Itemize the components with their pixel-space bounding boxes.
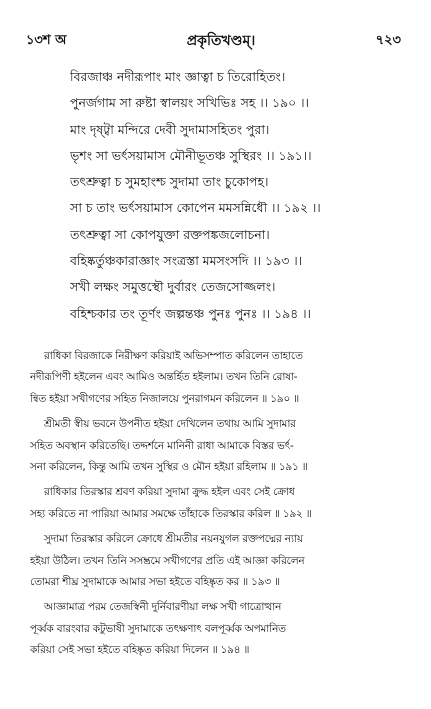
verse-line: বহিশ্চকার তং তূর্ণং জল্পন্তঞ্চ পুনঃ পুনঃ ।। ১৯৪ ।। [70, 305, 311, 321]
verse-line: বিরজাঞ্চ নদীরূপাং মাং জ্ঞাত্বা চ তিরোহিতং। [70, 69, 286, 84]
chapter-number: ১৩শ অ [26, 32, 67, 48]
commentary-line: সনা করিলেন, কিন্তু আমি তখন সুস্থির ও মৌন হইয়া রহিলাম ॥ ১৯১ ॥ [30, 460, 308, 473]
commentary-line: তোমরা শীঘ্র সুদামাকে আমার সভা হইতে বহিষ্কৃত কর ॥ ১৯৩ ॥ [30, 575, 280, 588]
commentary-paragraph [30, 482, 401, 525]
verse-line: তৎশ্রুত্বা সা কোপযুক্তা রক্তপঙ্কজলোচনা। [70, 226, 270, 242]
commentary-line: শ্রীমতী স্বীয় ভবনে উপনীত হইয়া দেখিলেন তথায় আমি সুদামার [44, 418, 296, 431]
commentary-paragraph [30, 414, 401, 478]
verse-line: পুনর্জগাম সা রুষ্টা স্বালয়ং সখিভিঃ সহ ।। ১৯০ ।। [70, 95, 309, 111]
section-title: প্রকৃতিখণ্ডম্। [186, 33, 256, 49]
verse-line: সখী লক্ষং সমুত্তস্থৌ দুর্বারং তেজসোজ্জলং। [70, 279, 276, 295]
commentary-line: রাধিকার তিরস্কার শ্রবণ করিয়া সুদামা ক্রুদ্ধ হইল এবং সেই ক্রোধ [44, 486, 295, 499]
commentary-line: সুদামা তিরস্কার করিলে ক্রোধে শ্রীমতীর নয়নযুগল রক্তপদ্মের ন্যায় [44, 533, 303, 546]
verse-line: বহিষ্কর্তুঞ্চকারাজ্ঞাং সংত্রস্তা মমসংসদি ।। ১৯৩ ।। [70, 253, 302, 269]
verse-line: তৎশ্রুত্বা চ সুমহাংশ্চ সুদামা তাং চুকোপহ। [70, 174, 269, 190]
sanskrit-verses [70, 64, 403, 327]
commentary-line: করিয়া সেই সভা হইতে বহিষ্কৃত করিয়া দিলেন ॥ ১৯৪ ॥ [30, 644, 250, 657]
page-number: ৭২৩ [375, 32, 401, 48]
commentary-line: পূর্ব্বক বারংবার কটুভাষী সুদামাকে তৎক্ষণাৎ বলপূর্ব্বক অপমানিত [30, 622, 286, 635]
commentary-paragraph [30, 597, 401, 661]
commentary-line: আজ্ঞামাত্র পরম তেজস্বিনী দুর্নিবারণীয়া লক্ষ সখী গাত্রোত্থান [44, 601, 282, 614]
page-header [26, 30, 401, 52]
commentary-line: সহ্য করিতে না পারিয়া আমার সমক্ষে তাঁহাকে তিরস্কার করিল ॥ ১৯২ ॥ [30, 507, 312, 520]
commentary-paragraph [30, 529, 401, 593]
bengali-commentary [30, 346, 401, 665]
verse-line: সা চ তাং ভর্ৎসয়ামাস কোপেন মমসন্নিধৌ ।। ১৯২ ।। [70, 200, 321, 216]
commentary-line: রাধিকা বিরজাকে নিরীক্ষণ করিয়াই অভিসম্পাত করিলেন তাহাতে [44, 350, 303, 362]
commentary-line: সহিত অবস্থান করিতেছি। তদ্দর্শনে মানিনী রাধা আমাকে বিস্তর ভর্ৎ- [30, 439, 294, 452]
verse-line: ভৃশং সা ভর্ৎসয়ামাস মৌনীভূতঞ্চ সুস্থিরং ।। ১৯১।। [70, 147, 312, 163]
commentary-line: ন্বিত হইয়া সখীগণের সহিত নিজালয়ে পুনরাগমন করিলেন ॥ ১৯০ ॥ [30, 392, 299, 405]
commentary-line: হইয়া উঠিল। তখন তিনি সসম্ভ্রমে সখীগণের প্রতি এই আজ্ঞা করিলেন [30, 554, 305, 567]
commentary-line: নদীরূপিণী হইলেন এবং আমিও অন্তর্হিত হইলাম। তখন তিনি রোষা- [30, 371, 298, 384]
verse-line: মাং দৃষ্ট্বা মন্দিরে দেবী সুদামাসহিতং পুরা। [70, 121, 270, 137]
commentary-paragraph [30, 346, 401, 410]
